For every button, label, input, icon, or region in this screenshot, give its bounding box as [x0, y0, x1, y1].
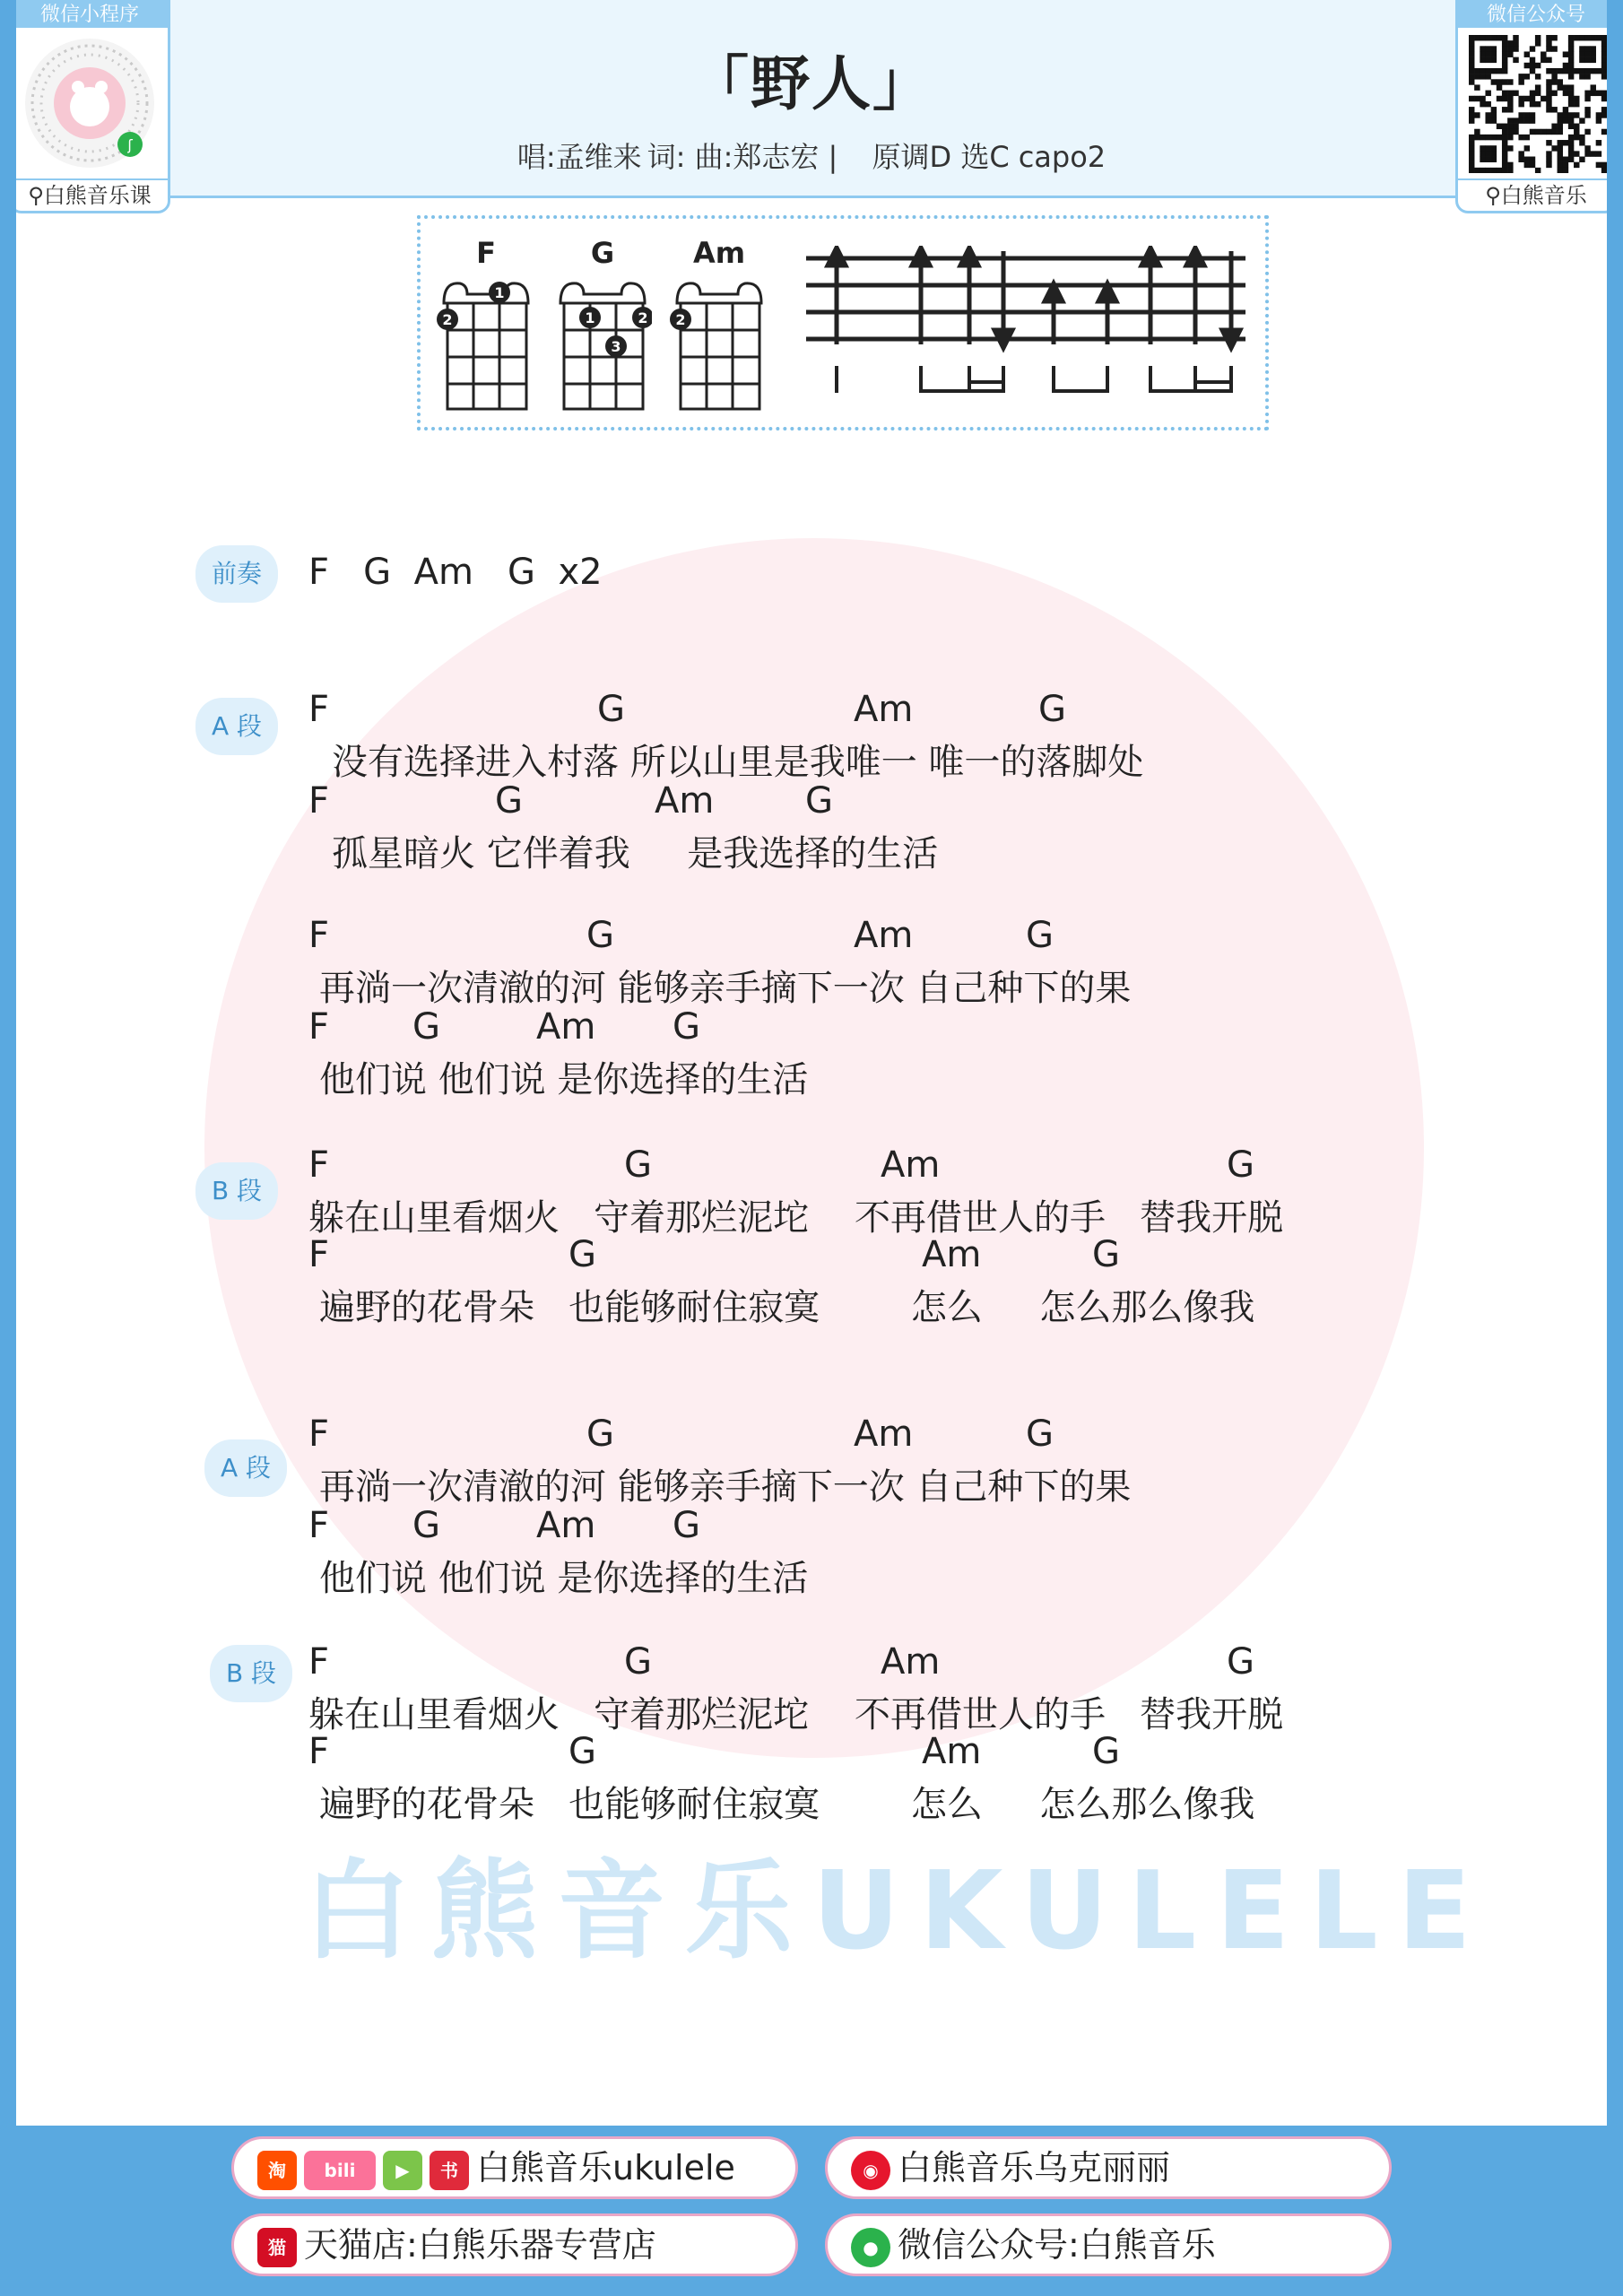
mini-program-qr[interactable]	[16, 0, 170, 213]
sheet-page	[16, 0, 1607, 2126]
search-icon: ⚲	[1485, 183, 1501, 208]
footer-bar	[0, 2126, 1623, 2296]
lyric-line: 遍野的花骨朵 也能够耐住寂寞 怎么 怎么那么像我	[319, 1287, 1255, 1328]
svg-text:1: 1	[585, 309, 595, 326]
chord-name: Am	[692, 236, 746, 270]
tmall-icon: 猫	[257, 2228, 297, 2267]
intro-chords: F G Am G x2	[308, 552, 603, 593]
chord-name: F	[476, 236, 496, 270]
lyric-line: 再淌一次清澈的河 能够亲手摘下一次 自己种下的果	[319, 1466, 1132, 1508]
weibo-button[interactable]	[825, 2136, 1392, 2199]
weibo-icon: ◉	[851, 2151, 890, 2190]
chord-symbol: Am	[854, 689, 914, 730]
official-account-qr[interactable]	[1455, 0, 1607, 213]
header	[16, 0, 1607, 198]
lyric-line: 遍野的花骨朵 也能够耐住寂寞 怎么 怎么那么像我	[319, 1784, 1255, 1825]
svg-text:1: 1	[494, 284, 505, 301]
search-icon: ⚲	[28, 183, 44, 208]
chord-symbol: Am	[922, 1731, 982, 1772]
section-tag-intro: 前奏	[195, 545, 278, 603]
writer-credit: 词: 曲:郑志宏 |	[647, 140, 838, 174]
chord-symbol: Am	[881, 1144, 941, 1186]
chord-diagram-am	[670, 235, 768, 418]
chord-symbol: F	[308, 1641, 330, 1683]
qr-right-caption: 微信公众号	[1458, 3, 1607, 28]
chord-diagram-f	[437, 235, 535, 418]
chord-symbol: F	[308, 1144, 330, 1186]
wechat-account-button[interactable]	[825, 2213, 1392, 2276]
chord-symbol: G	[597, 689, 625, 730]
qr-right-footer: ⚲白熊音乐	[1458, 178, 1607, 211]
chord-symbol: F	[308, 915, 330, 956]
chord-symbol: G	[673, 1006, 700, 1048]
chord-symbol: G	[568, 1234, 596, 1275]
wechat-label: 微信公众号:白熊音乐	[898, 2225, 1216, 2265]
strumming-pattern-icon	[806, 246, 1254, 398]
chord-symbol: G	[624, 1641, 652, 1683]
chord-line	[308, 689, 1474, 732]
taobao-icon: 淘	[257, 2151, 297, 2190]
svg-text:2: 2	[442, 311, 453, 328]
bilibili-icon: bili	[304, 2151, 376, 2190]
capo-info: capo2	[1018, 140, 1107, 174]
section-tag-a: A 段	[195, 698, 278, 755]
lyric-line: 孤星暗火 它伴着我 是我选择的生活	[332, 833, 939, 874]
chord-line	[308, 1234, 1474, 1277]
section-tag-b: B 段	[195, 1162, 278, 1220]
chord-name: G	[590, 236, 615, 270]
chord-symbol: Am	[655, 780, 715, 822]
chord-symbol: Am	[881, 1641, 941, 1683]
lyric-line: 再淌一次清澈的河 能够亲手摘下一次 自己种下的果	[319, 968, 1132, 1009]
tmall-label: 天猫店:白熊乐器专营店	[304, 2225, 656, 2265]
chord-symbol: Am	[854, 915, 914, 956]
chord-symbol: G	[1092, 1234, 1120, 1275]
chord-line	[308, 1505, 1474, 1548]
watermark-text: 白熊音乐UKULELE	[303, 1849, 1491, 1974]
chord-symbol: G	[586, 915, 614, 956]
chord-symbol: G	[624, 1144, 652, 1186]
mini-program-code-icon	[22, 35, 157, 171]
chord-symbol: F	[308, 1413, 330, 1455]
chord-symbol: G	[805, 780, 833, 822]
chord-symbol: G	[412, 1006, 440, 1048]
chord-symbol: G	[568, 1731, 596, 1772]
svg-text:2: 2	[675, 311, 686, 328]
chord-line	[308, 1006, 1474, 1049]
chord-symbol: G	[495, 780, 523, 822]
section-tag-a: A 段	[204, 1439, 287, 1497]
chord-symbol: Am	[854, 1413, 914, 1455]
section-tag-b: B 段	[210, 1645, 292, 1702]
chord-diagram-g	[553, 235, 652, 418]
lyric-line: 躲在山里看烟火 守着那烂泥坨 不再借世人的手 替我开脱	[308, 1197, 1284, 1239]
lyric-line: 躲在山里看烟火 守着那烂泥坨 不再借世人的手 替我开脱	[308, 1694, 1284, 1735]
tmall-store-button[interactable]	[231, 2213, 798, 2276]
chord-symbol: G	[673, 1505, 700, 1546]
chord-symbol: F	[308, 780, 330, 822]
play-icon: ▶	[383, 2151, 422, 2190]
svg-text:3: 3	[611, 338, 621, 355]
chord-symbol: F	[308, 1234, 330, 1275]
svg-text:ʃ: ʃ	[127, 136, 133, 153]
chord-diagram-box	[417, 215, 1269, 430]
social-label: 白熊音乐ukulele	[476, 2148, 735, 2187]
qr-left-caption: 微信小程序	[16, 3, 168, 28]
lyric-line: 他们说 他们说 是你选择的生活	[319, 1558, 809, 1599]
chord-symbol: Am	[922, 1234, 982, 1275]
chord-line	[308, 780, 1474, 823]
chord-symbol: G	[586, 1413, 614, 1455]
chord-symbol: G	[1026, 1413, 1054, 1455]
chord-symbol: G	[1038, 689, 1066, 730]
qr-code-icon	[1469, 35, 1607, 173]
xiaohongshu-icon: 书	[430, 2151, 469, 2190]
song-title: 「野人」	[690, 49, 933, 118]
chord-line	[308, 1413, 1474, 1457]
chord-symbol: G	[1092, 1731, 1120, 1772]
chord-symbol: F	[308, 1505, 330, 1546]
weibo-label: 白熊音乐乌克丽丽	[898, 2148, 1171, 2187]
chord-symbol: G	[1026, 915, 1054, 956]
svg-text:2: 2	[638, 309, 648, 326]
fretboard-icon	[670, 271, 768, 414]
chord-symbol: Am	[536, 1006, 596, 1048]
lyric-line: 他们说 他们说 是你选择的生活	[319, 1059, 809, 1100]
chord-line	[308, 1731, 1474, 1774]
chord-symbol: F	[308, 1006, 330, 1048]
chord-symbol: Am	[536, 1505, 596, 1546]
key-info: 原调D 选C	[872, 140, 1010, 174]
wechat-icon: ●	[851, 2228, 890, 2267]
chord-line	[308, 915, 1474, 958]
qr-left-footer: ⚲白熊音乐课	[16, 178, 168, 211]
chord-symbol: F	[308, 689, 330, 730]
chord-symbol: G	[1227, 1144, 1254, 1186]
chord-line	[308, 1144, 1474, 1187]
social-platforms-button[interactable]	[231, 2136, 798, 2199]
chord-symbol: G	[1227, 1641, 1254, 1683]
lyric-line: 没有选择进入村落 所以山里是我唯一 唯一的落脚处	[332, 742, 1144, 783]
fretboard-icon	[553, 271, 652, 414]
song-credits	[16, 135, 1607, 176]
fretboard-icon	[437, 271, 535, 414]
chord-symbol: G	[412, 1505, 440, 1546]
chord-line	[308, 1641, 1474, 1684]
chord-symbol: F	[308, 1731, 330, 1772]
singer-credit: 唱:孟维来	[516, 140, 642, 174]
